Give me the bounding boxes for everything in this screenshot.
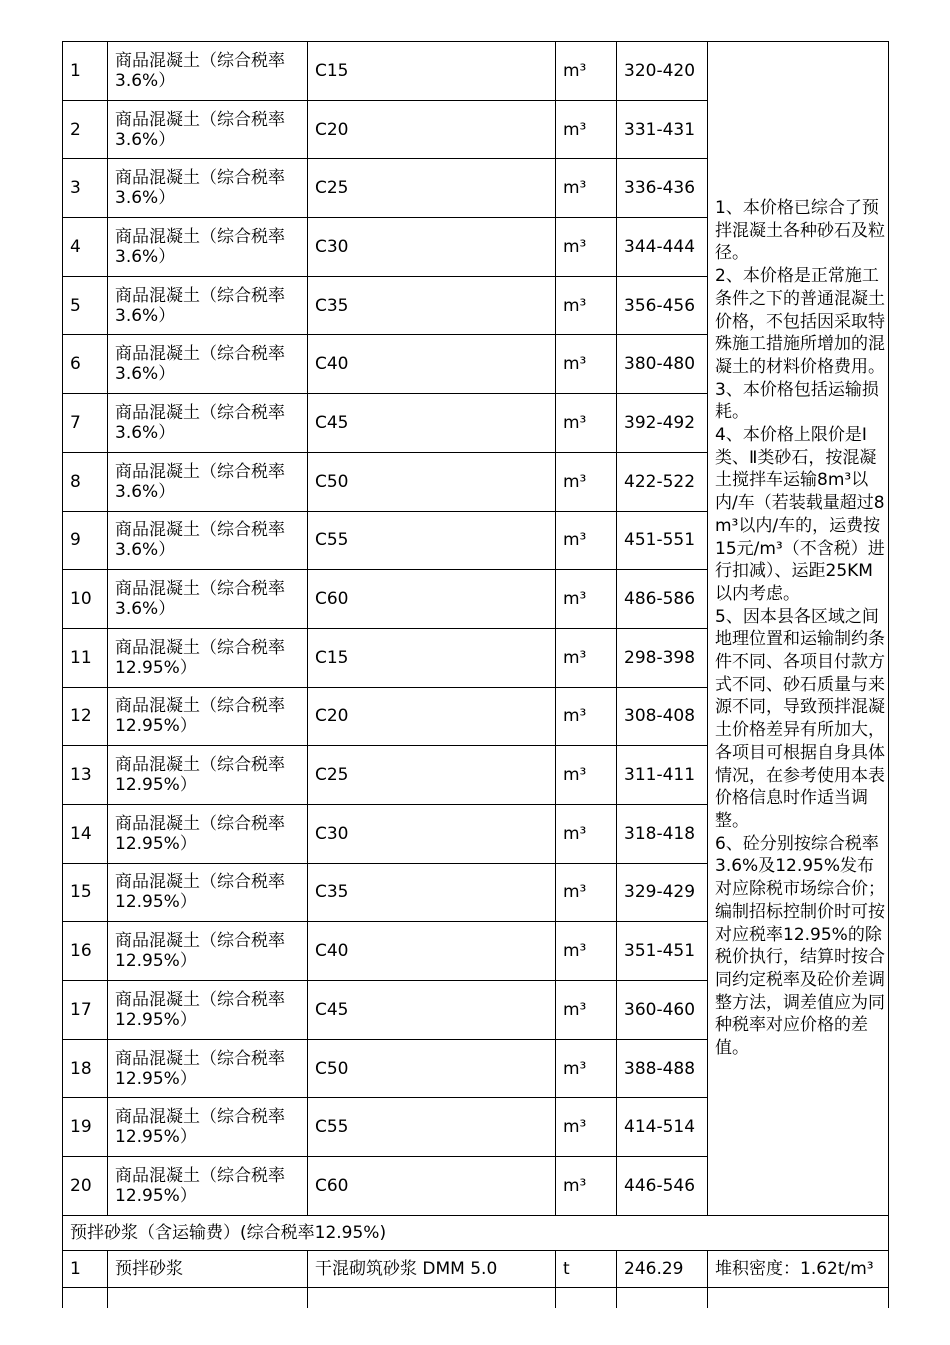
row-number: 9: [63, 511, 108, 570]
material-name: 商品混凝土（综合税率12.95%）: [108, 922, 308, 981]
price: 446-546: [617, 1157, 708, 1216]
unit: m³: [556, 981, 617, 1040]
row-number: 6: [63, 335, 108, 394]
price: 451-551: [617, 511, 708, 570]
material-name: 商品混凝土（综合税率3.6%）: [108, 570, 308, 629]
unit: m³: [556, 1098, 617, 1157]
price: 356-456: [617, 276, 708, 335]
price: 318-418: [617, 804, 708, 863]
price: 414-514: [617, 1098, 708, 1157]
price: 336-436: [617, 159, 708, 218]
unit: m³: [556, 511, 617, 570]
material-name: 商品混凝土（综合税率12.95%）: [108, 687, 308, 746]
material-name: 商品混凝土（综合税率3.6%）: [108, 42, 308, 101]
row-number: 12: [63, 687, 108, 746]
price: 380-480: [617, 335, 708, 394]
spec: C20: [308, 100, 556, 159]
price-table-body: [63, 42, 889, 1308]
spec: C40: [308, 922, 556, 981]
spec: C55: [308, 1098, 556, 1157]
row-number: 10: [63, 570, 108, 629]
table-row: [63, 42, 889, 101]
unit: m³: [556, 922, 617, 981]
unit: m³: [556, 1157, 617, 1216]
spec: C45: [308, 981, 556, 1040]
spec: C45: [308, 394, 556, 453]
spec: C40: [308, 335, 556, 394]
price: 246.29: [617, 1250, 708, 1287]
material-name: 商品混凝土（综合税率3.6%）: [108, 394, 308, 453]
price: 329-429: [617, 863, 708, 922]
unit: m³: [556, 687, 617, 746]
unit: m³: [556, 570, 617, 629]
unit: m³: [556, 804, 617, 863]
continuation-cell: [617, 1287, 708, 1308]
spec: C15: [308, 42, 556, 101]
spec: C50: [308, 452, 556, 511]
unit: m³: [556, 276, 617, 335]
row-number: 3: [63, 159, 108, 218]
material-name: 商品混凝土（综合税率3.6%）: [108, 452, 308, 511]
spec: C55: [308, 511, 556, 570]
unit: t: [556, 1250, 617, 1287]
spec: C25: [308, 746, 556, 805]
material-name: 商品混凝土（综合税率12.95%）: [108, 863, 308, 922]
unit: m³: [556, 42, 617, 101]
mortar-section-title: 预拌砂浆（含运输费）(综合税率12.95%): [63, 1215, 889, 1250]
price: 331-431: [617, 100, 708, 159]
price-table: [62, 41, 889, 1308]
unit: m³: [556, 746, 617, 805]
price: 298-398: [617, 628, 708, 687]
price: 388-488: [617, 1039, 708, 1098]
unit: m³: [556, 218, 617, 277]
material-name: 预拌砂浆: [108, 1250, 308, 1287]
material-name: 商品混凝土（综合税率12.95%）: [108, 981, 308, 1040]
price: 308-408: [617, 687, 708, 746]
material-name: 商品混凝土（综合税率12.95%）: [108, 1157, 308, 1216]
unit: m³: [556, 394, 617, 453]
row-number: 17: [63, 981, 108, 1040]
mortar-section-header: [63, 1215, 889, 1250]
price: 360-460: [617, 981, 708, 1040]
price: 486-586: [617, 570, 708, 629]
material-name: 商品混凝土（综合税率12.95%）: [108, 1098, 308, 1157]
row-number: 14: [63, 804, 108, 863]
spec: C30: [308, 218, 556, 277]
price: 422-522: [617, 452, 708, 511]
row-number: 20: [63, 1157, 108, 1216]
material-name: 商品混凝土（综合税率3.6%）: [108, 100, 308, 159]
price: 344-444: [617, 218, 708, 277]
row-number: 4: [63, 218, 108, 277]
row-number: 11: [63, 628, 108, 687]
material-name: 商品混凝土（综合税率12.95%）: [108, 804, 308, 863]
price: 320-420: [617, 42, 708, 101]
material-name: 商品混凝土（综合税率3.6%）: [108, 159, 308, 218]
price: 311-411: [617, 746, 708, 805]
row-number: 13: [63, 746, 108, 805]
material-name: 商品混凝土（综合税率12.95%）: [108, 746, 308, 805]
unit: m³: [556, 863, 617, 922]
spec: C50: [308, 1039, 556, 1098]
material-name: 商品混凝土（综合税率12.95%）: [108, 628, 308, 687]
spec: C35: [308, 276, 556, 335]
price: 351-451: [617, 922, 708, 981]
continuation-cell: [308, 1287, 556, 1308]
continuation-cell: [708, 1287, 889, 1308]
row-number: 19: [63, 1098, 108, 1157]
price-notes: 1、本价格已综合了预拌混凝土各种砂石及粒径。 2、本价格是正常施工条件之下的普通混凝土价格，不包括因采取特殊施工措施所增加的混凝土的材料价格费用。 3、本价格包括运输损耗。 4、本价格上限价是Ⅰ类、Ⅱ类砂石，按混凝土搅拌车运输8m³以内/车（若装载量超过8m³以内/车的，运费按15元/m³（不含税）进行扣减）、运距25KM以内考虑。 5、因本县各区域之间地理位置和运输制约条件不同、各项目付款方式不同、砂石质量与来源不同，导致预拌混凝土价格差异有所加大，各项目可根据自身具体情况，在参考使用本表价格信息时作适当调整。 6、砼分别按综合税率3.6%及12.95%发布对应除税市场综合价；编制招标控制价时可按对应税率12.95%的除税价执行，结算时按合同约定税率及砼价差调整方法，调差值应为同种税率对应价格的差值。: [708, 42, 889, 1216]
table-row: [63, 1250, 889, 1287]
unit: m³: [556, 1039, 617, 1098]
material-name: 商品混凝土（综合税率3.6%）: [108, 335, 308, 394]
row-number: 15: [63, 863, 108, 922]
row-number: 16: [63, 922, 108, 981]
table-row-continuation: [63, 1287, 889, 1308]
remark: 堆积密度：1.62t/m³: [708, 1250, 889, 1287]
spec: C35: [308, 863, 556, 922]
row-number: 1: [63, 42, 108, 101]
spec: C15: [308, 628, 556, 687]
unit: m³: [556, 452, 617, 511]
row-number: 18: [63, 1039, 108, 1098]
price: 392-492: [617, 394, 708, 453]
row-number: 8: [63, 452, 108, 511]
material-name: 商品混凝土（综合税率3.6%）: [108, 276, 308, 335]
spec: C30: [308, 804, 556, 863]
row-number: 7: [63, 394, 108, 453]
spec: C25: [308, 159, 556, 218]
unit: m³: [556, 628, 617, 687]
material-name: 商品混凝土（综合税率3.6%）: [108, 511, 308, 570]
material-name: 商品混凝土（综合税率3.6%）: [108, 218, 308, 277]
spec: C60: [308, 1157, 556, 1216]
continuation-cell: [556, 1287, 617, 1308]
spec: 干混砌筑砂浆 DMM 5.0: [308, 1250, 556, 1287]
unit: m³: [556, 159, 617, 218]
spec: C60: [308, 570, 556, 629]
row-number: 5: [63, 276, 108, 335]
row-number: 2: [63, 100, 108, 159]
continuation-cell: [108, 1287, 308, 1308]
material-name: 商品混凝土（综合税率12.95%）: [108, 1039, 308, 1098]
unit: m³: [556, 335, 617, 394]
continuation-cell: [63, 1287, 108, 1308]
row-number: 1: [63, 1250, 108, 1287]
unit: m³: [556, 100, 617, 159]
spec: C20: [308, 687, 556, 746]
